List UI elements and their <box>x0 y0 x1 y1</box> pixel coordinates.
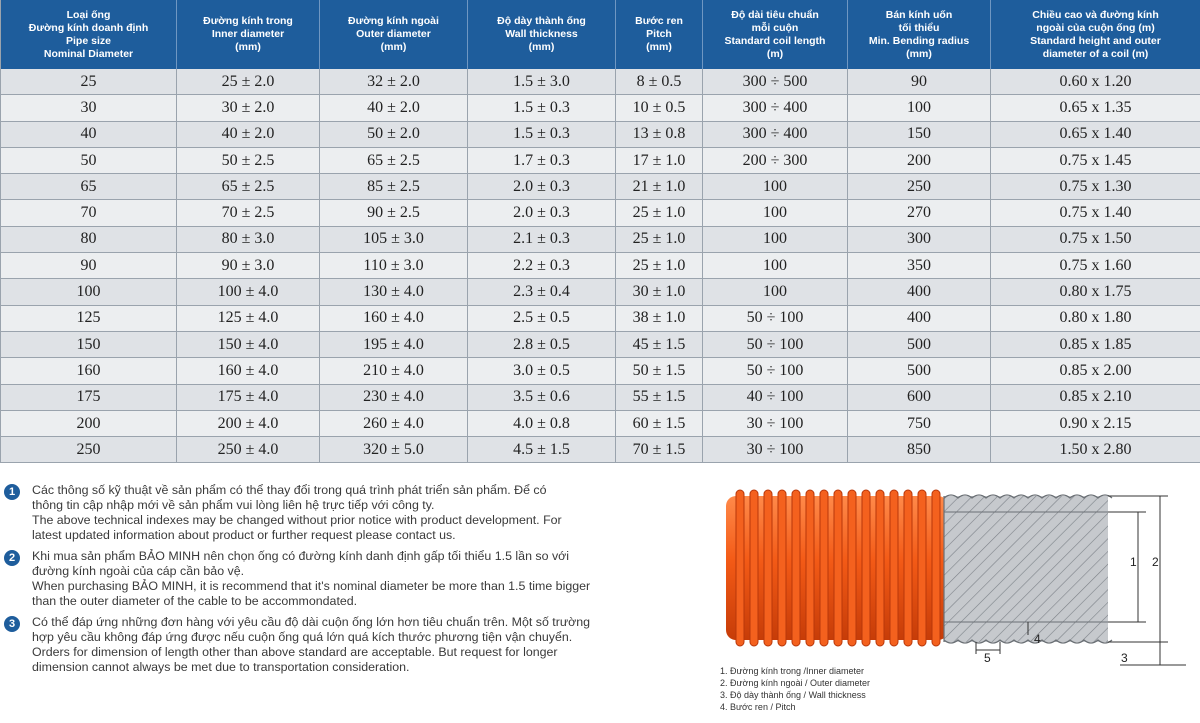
note-item <box>4 483 716 543</box>
table-cell: 50 ÷ 100 <box>703 305 848 331</box>
table-cell: 0.75 x 1.45 <box>991 147 1200 173</box>
table-cell: 40 ± 2.0 <box>320 95 468 121</box>
table-cell: 100 <box>703 279 848 305</box>
column-header <box>616 0 703 69</box>
table-cell: 0.85 x 1.85 <box>991 331 1200 357</box>
column-header-line: Pipe size <box>66 34 111 47</box>
note-line: Orders for dimension of length other than above standard are acceptable. But request for longer <box>32 645 558 659</box>
table-cell: 500 <box>848 358 991 384</box>
column-header-line: tối thiểu <box>898 21 940 34</box>
table-cell: 230 ± 4.0 <box>320 384 468 410</box>
table-cell: 0.80 x 1.80 <box>991 305 1200 331</box>
table-cell: 300 ÷ 400 <box>703 121 848 147</box>
pipe-rib <box>918 490 926 646</box>
table-cell: 320 ± 5.0 <box>320 437 468 463</box>
note-line: Các thông số kỹ thuật về sản phẩm có thể thay đổi trong quá trình phát triển sản phẩm. Để có <box>32 483 547 497</box>
table-cell: 60 ± 1.5 <box>616 410 703 436</box>
table-cell: 125 ± 4.0 <box>177 305 320 331</box>
column-header-line: (mm) <box>906 47 932 60</box>
callout-5: 5 <box>984 651 991 665</box>
column-header-line: Đường kính trong <box>203 15 293 27</box>
table-cell: 0.75 x 1.50 <box>991 226 1200 252</box>
column-header <box>703 0 848 69</box>
table-cell: 4.0 ± 0.8 <box>468 410 616 436</box>
column-header <box>468 0 616 69</box>
table-row <box>1 226 1200 252</box>
table-cell: 50 ÷ 100 <box>703 331 848 357</box>
table-cell: 400 <box>848 305 991 331</box>
column-header-line: ngoài của cuộn ống (m) <box>1036 21 1155 34</box>
table-header-row <box>1 0 1200 69</box>
table-cell: 2.8 ± 0.5 <box>468 331 616 357</box>
table-cell: 40 ± 2.0 <box>177 121 320 147</box>
table-cell: 260 ± 4.0 <box>320 410 468 436</box>
table-cell: 105 ± 3.0 <box>320 226 468 252</box>
note-line: dimension cannot always be met due to transportation consideration. <box>32 660 410 674</box>
table-cell: 100 <box>848 95 991 121</box>
table-row <box>1 174 1200 200</box>
table-cell: 2.1 ± 0.3 <box>468 226 616 252</box>
table-cell: 1.5 ± 0.3 <box>468 95 616 121</box>
table-cell: 0.75 x 1.40 <box>991 200 1200 226</box>
legend-item: 3. Độ dày thành ống / Wall thickness <box>720 690 866 700</box>
table-cell: 0.60 x 1.20 <box>991 69 1200 95</box>
column-header-line: Đường kính doanh định <box>28 21 149 34</box>
column-header-line: Wall thickness <box>505 28 578 40</box>
pipe-rib <box>932 490 940 646</box>
pipe-figure <box>716 472 1200 723</box>
column-header-line: Loại ống <box>66 8 111 21</box>
table-cell: 400 <box>848 279 991 305</box>
note-number-badge: 3 <box>4 616 20 632</box>
table-cell: 250 <box>848 174 991 200</box>
pipe-rib <box>750 490 758 646</box>
table-cell: 25 ± 2.0 <box>177 69 320 95</box>
note-line: Khi mua sản phẩm BẢO MINH nên chọn ống có đường kính danh định gấp tối thiểu 1.5 lần so với <box>32 549 570 563</box>
table-row <box>1 69 1200 95</box>
table-cell: 70 ± 1.5 <box>616 437 703 463</box>
note-item <box>4 549 716 609</box>
table-cell: 150 <box>848 121 991 147</box>
pipe-rib <box>806 490 814 646</box>
column-header-line: Inner diameter <box>211 28 285 40</box>
table-cell: 160 <box>1 358 177 384</box>
pipe-rib <box>736 490 744 646</box>
legend-item: 4. Bước ren / Pitch <box>720 702 796 712</box>
table-cell: 2.5 ± 0.5 <box>468 305 616 331</box>
table-cell: 90 ± 2.5 <box>320 200 468 226</box>
table-cell: 850 <box>848 437 991 463</box>
table-row <box>1 200 1200 226</box>
table-cell: 200 ± 4.0 <box>177 410 320 436</box>
note-line: Có thể đáp ứng những đơn hàng với yêu cầu độ dài cuộn ống lớn hơn tiêu chuẩn trên. Một số trường <box>32 615 591 629</box>
table-cell: 110 ± 3.0 <box>320 253 468 279</box>
table-cell: 1.5 ± 0.3 <box>468 121 616 147</box>
pipe-rib <box>890 490 898 646</box>
note-number-badge: 2 <box>4 550 20 566</box>
table-row <box>1 358 1200 384</box>
callout-3: 3 <box>1121 651 1128 665</box>
callout-2: 2 <box>1152 555 1159 569</box>
table-cell: 150 <box>1 331 177 357</box>
pipe-rib <box>792 490 800 646</box>
note-line: thông tin cập nhập mới về sản phẩm vui lòng liên hệ trực tiếp với công ty. <box>32 498 435 512</box>
column-header-line: Độ dài tiêu chuẩn <box>731 8 819 21</box>
column-header-line: mỗi cuộn <box>751 21 799 34</box>
note-number-badge: 1 <box>4 484 20 500</box>
column-header <box>991 0 1200 69</box>
table-cell: 160 ± 4.0 <box>177 358 320 384</box>
table-cell: 200 <box>1 410 177 436</box>
table-cell: 30 <box>1 95 177 121</box>
table-cell: 38 ± 1.0 <box>616 305 703 331</box>
table-cell: 50 ÷ 100 <box>703 358 848 384</box>
table-cell: 80 ± 3.0 <box>177 226 320 252</box>
table-cell: 21 ± 1.0 <box>616 174 703 200</box>
table-cell: 70 ± 2.5 <box>177 200 320 226</box>
column-header-line: Nominal Diameter <box>43 47 134 60</box>
table-cell: 17 ± 1.0 <box>616 147 703 173</box>
table-cell: 2.2 ± 0.3 <box>468 253 616 279</box>
figure-legend <box>720 665 870 713</box>
column-header <box>1 0 177 69</box>
table-cell: 175 ± 4.0 <box>177 384 320 410</box>
pipe-rib <box>778 490 786 646</box>
table-cell: 210 ± 4.0 <box>320 358 468 384</box>
table-cell: 175 <box>1 384 177 410</box>
callout-1: 1 <box>1130 555 1137 569</box>
table-cell: 25 ± 1.0 <box>616 200 703 226</box>
column-header-line: (mm) <box>646 41 672 53</box>
callout-4: 4 <box>1034 632 1041 646</box>
note-line: The above technical indexes may be changed without prior notice with product development. For <box>32 513 562 527</box>
table-cell: 90 ± 3.0 <box>177 253 320 279</box>
table-cell: 50 <box>1 147 177 173</box>
table-cell: 30 ± 2.0 <box>177 95 320 121</box>
table-cell: 100 <box>1 279 177 305</box>
column-header-line: Standard height and outer <box>1030 34 1161 47</box>
table-cell: 0.75 x 1.30 <box>991 174 1200 200</box>
table-cell: 80 <box>1 226 177 252</box>
table-cell: 1.5 ± 3.0 <box>468 69 616 95</box>
table-cell: 30 ÷ 100 <box>703 410 848 436</box>
table-cell: 600 <box>848 384 991 410</box>
table-cell: 65 ± 2.5 <box>320 147 468 173</box>
column-header-line: Standard coil length <box>724 34 826 47</box>
table-cell: 4.5 ± 1.5 <box>468 437 616 463</box>
table-cell: 65 ± 2.5 <box>177 174 320 200</box>
column-header-line: Bán kính uốn <box>885 8 953 21</box>
table-cell: 30 ± 1.0 <box>616 279 703 305</box>
note-item <box>4 615 716 675</box>
pipe-rib <box>904 490 912 646</box>
pipe-rib <box>834 490 842 646</box>
table-cell: 100 <box>703 200 848 226</box>
table-cell: 32 ± 2.0 <box>320 69 468 95</box>
table-row <box>1 384 1200 410</box>
table-cell: 100 <box>703 174 848 200</box>
note-line: hợp yêu cầu không đáp ứng được nếu cuộn ống quá lớn quá kích thước phương tiện vận chuyển. <box>32 630 573 644</box>
column-header-line: Min. Bending radius <box>868 34 970 47</box>
table-cell: 300 <box>848 226 991 252</box>
table-cell: 195 ± 4.0 <box>320 331 468 357</box>
pipe-rib <box>764 490 772 646</box>
table-row <box>1 121 1200 147</box>
table-body <box>1 69 1200 463</box>
table-row <box>1 437 1200 463</box>
table-cell: 50 ± 2.5 <box>177 147 320 173</box>
table-cell: 0.80 x 1.75 <box>991 279 1200 305</box>
note-line: than the outer diameter of the cable to be accommondated. <box>32 594 358 608</box>
table-cell: 1.50 x 2.80 <box>991 437 1200 463</box>
table-cell: 0.85 x 2.00 <box>991 358 1200 384</box>
table-cell: 200 ÷ 300 <box>703 147 848 173</box>
table-cell: 270 <box>848 200 991 226</box>
table-cell: 40 <box>1 121 177 147</box>
table-cell: 2.3 ± 0.4 <box>468 279 616 305</box>
table-cell: 50 ± 2.0 <box>320 121 468 147</box>
table-cell: 90 <box>848 69 991 95</box>
table-cell: 0.65 x 1.40 <box>991 121 1200 147</box>
pipe-rib <box>876 490 884 646</box>
notes-section <box>4 483 716 681</box>
table-cell: 250 <box>1 437 177 463</box>
table-cell: 100 <box>703 253 848 279</box>
table-cell: 50 ± 1.5 <box>616 358 703 384</box>
table-cell: 3.0 ± 0.5 <box>468 358 616 384</box>
table-cell: 45 ± 1.5 <box>616 331 703 357</box>
note-line: latest updated information about product or further request please contact us. <box>32 528 456 542</box>
note-line: When purchasing BẢO MINH, it is recommend that it's nominal diameter be more than 1.5 time bigger <box>32 579 591 593</box>
table-cell: 160 ± 4.0 <box>320 305 468 331</box>
table-cell: 750 <box>848 410 991 436</box>
table-cell: 40 ÷ 100 <box>703 384 848 410</box>
table-cell: 130 ± 4.0 <box>320 279 468 305</box>
column-header-line: (mm) <box>380 41 407 53</box>
table-row <box>1 279 1200 305</box>
legend-item: 1. Đường kính trong /Inner diameter <box>720 666 864 676</box>
table-cell: 0.90 x 2.15 <box>991 410 1200 436</box>
column-header-line: Bước ren <box>635 15 683 27</box>
table-cell: 90 <box>1 253 177 279</box>
table-row <box>1 95 1200 121</box>
table-cell: 30 ÷ 100 <box>703 437 848 463</box>
table-cell: 65 <box>1 174 177 200</box>
table-cell: 2.0 ± 0.3 <box>468 174 616 200</box>
column-header-line: Chiều cao và đường kính <box>1032 8 1159 21</box>
legend-item: 2. Đường kính ngoài / Outer diameter <box>720 678 871 688</box>
table-cell: 100 ± 4.0 <box>177 279 320 305</box>
table-cell: 85 ± 2.5 <box>320 174 468 200</box>
pipe-cross-section <box>944 495 1112 643</box>
pipe-rib <box>820 490 828 646</box>
table-cell: 2.0 ± 0.3 <box>468 200 616 226</box>
table-row <box>1 147 1200 173</box>
table-row <box>1 331 1200 357</box>
column-header-line: (m) <box>766 47 784 60</box>
table-cell: 13 ± 0.8 <box>616 121 703 147</box>
table-cell: 250 ± 4.0 <box>177 437 320 463</box>
table-row <box>1 253 1200 279</box>
column-header-line: (mm) <box>528 41 555 53</box>
column-header-line: (mm) <box>235 41 261 53</box>
column-header-line: diameter of a coil (m) <box>1042 47 1149 60</box>
table-cell: 25 <box>1 69 177 95</box>
table-cell: 8 ± 0.5 <box>616 69 703 95</box>
table-row <box>1 410 1200 436</box>
note-line: đường kính ngoài của cáp cần bảo vệ. <box>32 564 245 578</box>
column-header-line: Outer diameter <box>356 28 431 40</box>
column-header <box>177 0 320 69</box>
table-cell: 25 ± 1.0 <box>616 226 703 252</box>
table-cell: 0.65 x 1.35 <box>991 95 1200 121</box>
column-header <box>848 0 991 69</box>
table-cell: 0.85 x 2.10 <box>991 384 1200 410</box>
table-cell: 125 <box>1 305 177 331</box>
table-cell: 3.5 ± 0.6 <box>468 384 616 410</box>
table-cell: 300 ÷ 400 <box>703 95 848 121</box>
table-cell: 0.75 x 1.60 <box>991 253 1200 279</box>
column-header-line: Pitch <box>646 28 672 40</box>
table-cell: 350 <box>848 253 991 279</box>
table-cell: 200 <box>848 147 991 173</box>
table-cell: 55 ± 1.5 <box>616 384 703 410</box>
table-cell: 25 ± 1.0 <box>616 253 703 279</box>
table-cell: 1.7 ± 0.3 <box>468 147 616 173</box>
table-cell: 100 <box>703 226 848 252</box>
pipe-rib <box>848 490 856 646</box>
pipe-rib <box>862 490 870 646</box>
column-header-line: Độ dày thành ống <box>497 15 586 27</box>
table-cell: 500 <box>848 331 991 357</box>
table-cell: 10 ± 0.5 <box>616 95 703 121</box>
column-header <box>320 0 468 69</box>
table-cell: 300 ÷ 500 <box>703 69 848 95</box>
table-cell: 70 <box>1 200 177 226</box>
column-header-line: Đường kính ngoài <box>348 15 439 27</box>
table-row <box>1 305 1200 331</box>
orange-pipe-shape <box>726 490 948 646</box>
table-cell: 150 ± 4.0 <box>177 331 320 357</box>
